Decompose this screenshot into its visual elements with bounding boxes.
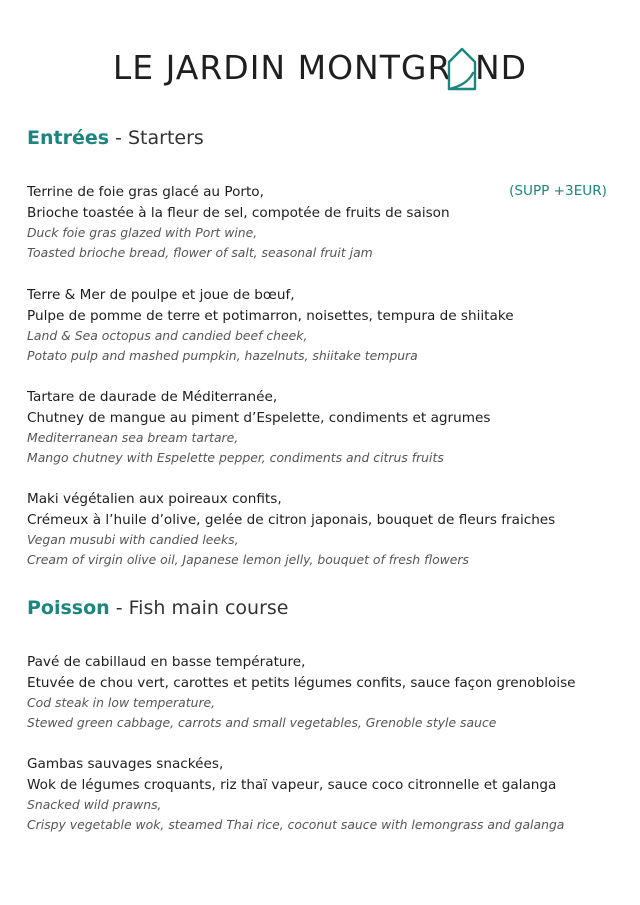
section-title-en: Starters [127, 127, 204, 149]
dish-name-en: Mediterranean sea bream tartare, [27, 430, 239, 445]
section-title-fr: Poisson [27, 597, 110, 619]
dish-desc-en: Mango chutney with Espelette pepper, condiments and citrus fruits [27, 449, 444, 465]
dish-desc-en: Cream of virgin olive oil, Japanese lemon jelly, bouquet of fresh flowers [27, 551, 469, 567]
dish-foie-gras [27, 182, 617, 262]
dish-desc-en: Toasted brioche bread, flower of salt, seasonal fruit jam [27, 244, 373, 260]
dish-name-fr: Pavé de cabillaud en basse température, [27, 654, 306, 670]
dish-name-en: Duck foie gras glazed with Port wine, [27, 225, 258, 240]
section-title-sep: - [109, 127, 128, 149]
dish-desc-en: Stewed green cabbage, carrots and small vegetables, Grenoble style sauce [27, 714, 497, 730]
dish-name-en: Land & Sea octopus and candied beef cheek, [27, 328, 308, 343]
dish-desc-fr: Etuvée de chou vert, carottes et petits légumes confits, sauce façon grenobloise [27, 674, 576, 691]
section-title-en: Fish main course [128, 597, 289, 619]
supplement-price: (SUPP +3EUR) [509, 183, 607, 199]
dish-desc-en: Potato pulp and mashed pumpkin, hazelnuts, shiitake tempura [27, 347, 418, 363]
house-icon [447, 45, 477, 91]
dish-cabillaud [27, 652, 617, 732]
dish-desc-fr: Crémeux à l’huile d’olive, gelée de citron japonais, bouquet de fleurs fraiches [27, 511, 556, 528]
logo-text-start: LE JARDIN MONTGR [112, 48, 452, 87]
dish-tartare [27, 387, 617, 467]
dish-desc-fr: Wok de légumes croquants, riz thaï vapeur, sauce coco citronnelle et galanga [27, 776, 557, 793]
dish-name-en: Vegan musubi with candied leeks, [27, 532, 239, 547]
dish-name-fr: Gambas sauvages snackées, [27, 756, 224, 772]
dish-name-en: Cod steak in low temperature, [27, 695, 216, 710]
dish-desc-fr: Chutney de mangue au piment d’Espelette, condiments et agrumes [27, 409, 491, 426]
dish-terre-mer [27, 285, 617, 365]
dish-desc-en: Crispy vegetable wok, steamed Thai rice, coconut sauce with lemongrass and galanga [27, 816, 565, 832]
dish-name-en: Snacked wild prawns, [27, 797, 162, 812]
dish-gambas [27, 754, 617, 834]
dish-name-fr: Terre & Mer de poulpe et joue de bœuf, [27, 287, 295, 303]
dish-name-fr: Terrine de foie gras glacé au Porto, [27, 184, 264, 200]
dish-desc-fr: Brioche toastée à la fleur de sel, compotée de fruits de saison [27, 204, 450, 221]
section-title-fr: Entrées [27, 127, 110, 149]
logo-house-a [451, 48, 475, 87]
section-title-starters [27, 127, 204, 149]
restaurant-logo [0, 48, 640, 87]
dish-desc-fr: Pulpe de pomme de terre et potimarron, noisettes, tempura de shiitake [27, 307, 514, 324]
section-title-sep: - [109, 597, 129, 619]
dish-name-fr: Maki végétalien aux poireaux confits, [27, 491, 282, 507]
dish-maki [27, 489, 617, 569]
logo-text-end: ND [474, 48, 528, 87]
section-title-fish [27, 597, 288, 619]
dish-name-fr: Tartare de daurade de Méditerranée, [27, 389, 278, 405]
